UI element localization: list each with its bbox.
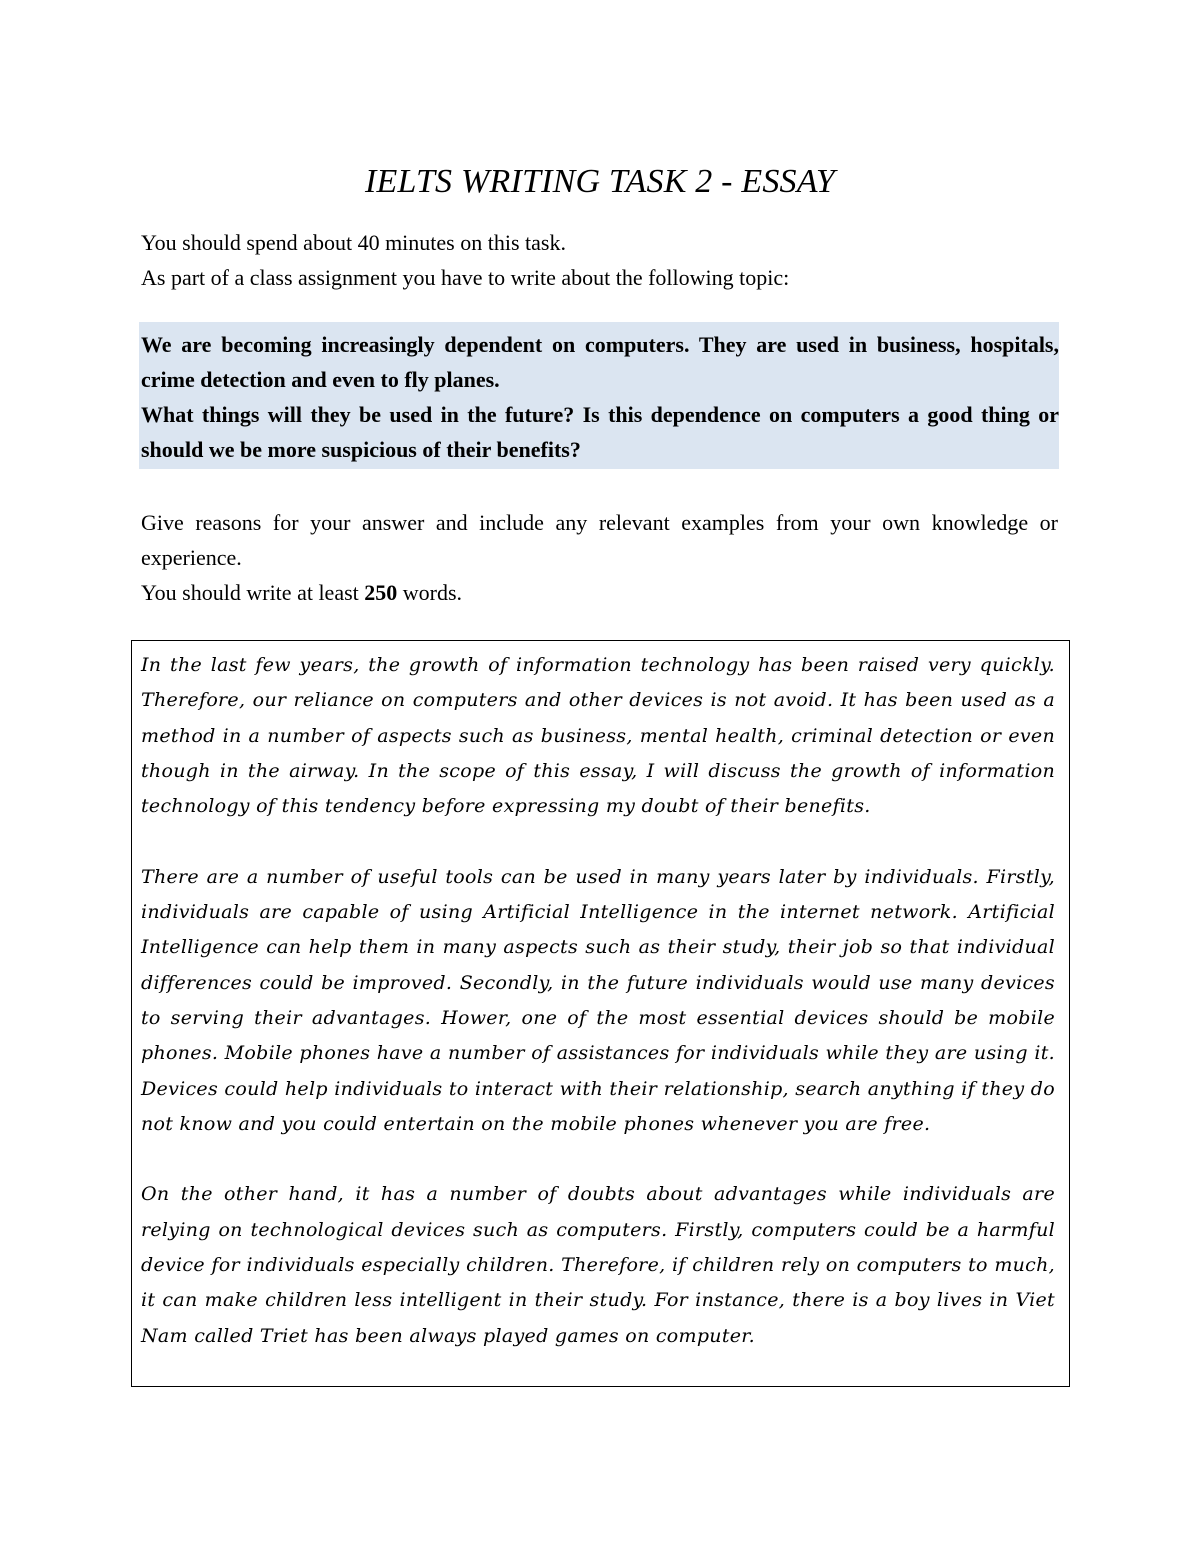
essay-paragraph-body-1: There are a number of useful tools can be used in many years later by individuals. Firstly, individuals are capable of using Artificial Intelligence in the internet network. Artificial Intelligence can help them in many aspects such as their study, their job so that individual differences could be improved. Secondly, in the future individuals would use many devices to serving their advantages. Hower, one of the most essential devices should be mobile phones. Mobile phones have a number of assistances for individuals while they are using it. Devices could help individuals to interact with their relationship, search anything if they do not know and you could entertain on the mobile phones whenever you are free. (141, 865, 1055, 1135)
instructions (141, 225, 1061, 295)
instruction-time: You should spend about 40 minutes on this task. (141, 230, 566, 255)
task-requirements (141, 505, 1058, 610)
task-length (141, 575, 1058, 610)
task-length-suffix: words. (397, 580, 463, 605)
prompt-paragraph: We are becoming increasingly dependent on computers. They are used in business, hospitals, crime detection and even to fly planes. (141, 332, 1059, 392)
essay-answer (141, 648, 1055, 1354)
essay-paragraph-intro: In the last few years, the growth of information technology has been raised very quickly. Therefore, our reliance on computers and other devices is not avoid. It has been used as a method in a number of aspects such as business, mental health, criminal detection or even though in the airway. In the scope of this essay, I will discuss the growth of information technology of this tendency before expressing my doubt of their benefits. (141, 654, 1055, 818)
task-reasons: Give reasons for your answer and include any relevant examples from your own knowledge or experience. (141, 510, 1058, 570)
word-count: 250 (364, 580, 398, 605)
prompt-question: What things will they be used in the future? Is this dependence on computers a good thing or should we be more suspicious of their benefits? (141, 402, 1059, 462)
instruction-topic: As part of a class assignment you have to write about the following topic: (141, 265, 790, 290)
page-title: IELTS WRITING TASK 2 - ESSAY (365, 162, 835, 200)
essay-paragraph-body-2: On the other hand, it has a number of doubts about advantages while individuals are relying on technological devices such as computers. Firstly, computers could be a harmful device for individuals especially children. Therefore, if children rely on computers to much, it can make children less intelligent in their study. For instance, there is a boy lives in Viet Nam called Triet has been always played games on computer. (141, 1183, 1055, 1347)
essay-prompt (139, 322, 1059, 469)
task-length-prefix: You should write at least (141, 580, 365, 605)
